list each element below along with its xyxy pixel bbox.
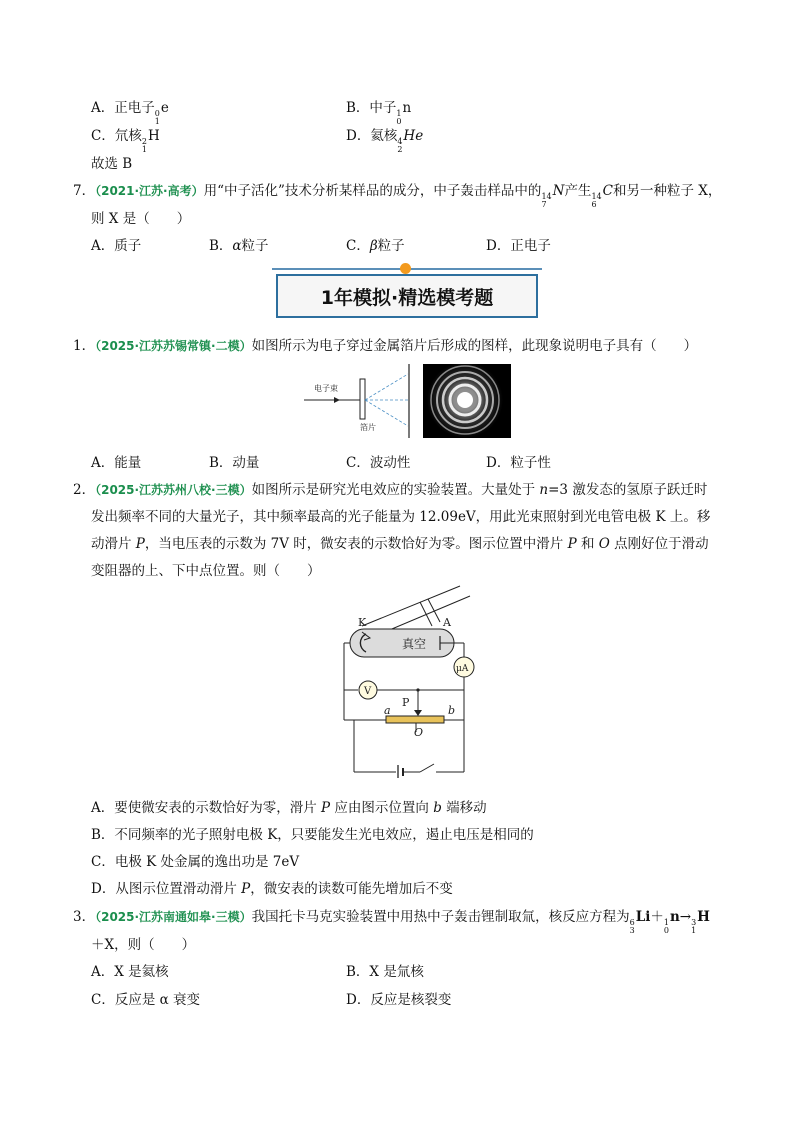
carbon-symbol: C	[602, 183, 613, 199]
isotope-symbol: H	[147, 128, 160, 144]
stem-text: 和另一种粒子 X，	[612, 183, 722, 199]
option-label: A．正电子	[91, 100, 155, 116]
banner-dot	[400, 263, 411, 274]
slider-arrow-icon	[414, 710, 422, 716]
m1-option-d[interactable]: D．粒子性	[486, 455, 551, 471]
carbon-numbers: 14 6	[591, 192, 602, 209]
label-vacuum: 真空	[402, 637, 427, 651]
banner-title: 1年模拟·精选模考题	[276, 274, 538, 318]
option-label: B．中子	[346, 100, 397, 116]
electron-beam-figure	[300, 364, 420, 440]
m2-stem-line3: 动滑片 P，当电压表的示数为 7V 时，微安表的示数恰好为零。图示位置中滑片 P 和 O 点刚好位于滑动	[91, 536, 709, 552]
isotope-symbol: e	[160, 100, 169, 116]
m2-option-c[interactable]: C．电极 K 处金属的逸出功是 7eV	[91, 854, 300, 870]
q7-option-d[interactable]: D．正电子	[486, 238, 551, 254]
m1-option-b[interactable]: B．动量	[209, 455, 260, 471]
isotope-numbers: 2 1	[141, 137, 147, 154]
label-a-end: a	[384, 704, 391, 717]
nitrogen-numbers: 14 7	[541, 192, 552, 209]
m3-stem-line2: ＋X，则（ ）	[91, 937, 196, 953]
isotope-numbers: 0 1	[154, 109, 160, 126]
label-k: K	[358, 616, 367, 629]
stem-text: 如图所示为电子穿过金属箔片后形成的图样，此现象说明电子具有（ ）	[251, 338, 698, 354]
question-source: （2021·江苏·高考）	[95, 184, 204, 198]
stem-text: 产生	[564, 183, 592, 199]
diffraction-ray	[365, 374, 408, 400]
label-p: P	[402, 696, 410, 709]
m2-option-a[interactable]: A．要使微安表的示数恰好为零，滑片 P 应由图示位置向 b 端移动	[91, 800, 487, 816]
q7-option-b[interactable]: B．α粒子	[209, 238, 269, 254]
question-source: （2025·江苏南通如皋·三模）	[95, 910, 252, 924]
nitrogen-symbol: N	[552, 183, 565, 199]
switch	[420, 764, 434, 772]
q7-stem-line2: 则 X 是（ ）	[91, 211, 191, 227]
m3-option-c[interactable]: C．反应是 α 衰变	[91, 992, 201, 1008]
beam-arrow-icon	[334, 397, 340, 403]
m2-stem-line4: 变阻器的上、下中点位置。则（ ）	[91, 563, 321, 579]
label-a: A	[443, 616, 451, 629]
isotope-symbol: He	[403, 128, 424, 144]
isotope-symbol: n	[402, 100, 412, 116]
q6-option-d[interactable]	[346, 124, 423, 154]
rheostat	[386, 716, 444, 723]
m3-option-d[interactable]: D．反应是核裂变	[346, 992, 452, 1008]
foil-rect	[360, 379, 365, 419]
option-label: D．氦核	[346, 128, 398, 144]
question-number: 1．	[73, 338, 96, 354]
label-b-end: b	[448, 704, 456, 717]
m2-option-b[interactable]: B．不同频率的光子照射电极 K，只要能发生光电效应，遏止电压是相同的	[91, 827, 534, 843]
diffraction-pattern-image	[423, 364, 511, 438]
question-number: 3．	[73, 909, 96, 925]
q7-stem-line1	[73, 179, 721, 209]
q6-option-a[interactable]	[91, 96, 169, 126]
m3-stem-line1: 3．（2025·江苏南通如皋·三模）我国托卡马克实验装置中用热中子轰击锂制取氚，核反应方程为 6 3 Li＋ 1 0 n→ 3 1 H	[73, 909, 710, 935]
question-source: （2025·江苏苏州八校·三模）	[95, 483, 252, 497]
question-number: 7．	[73, 183, 96, 199]
m2-stem-line1: 2．（2025·江苏苏州八校·三模）如图所示是研究光电效应的实验装置。大量处于 n=3 激发态的氢原子跃迁时	[73, 482, 708, 498]
q7-option-a[interactable]: A．质子	[91, 238, 142, 254]
label-o: O	[414, 726, 424, 739]
q6-option-c[interactable]	[91, 124, 160, 154]
q6-answer: 故选 B	[91, 156, 133, 172]
m2-stem-line2: 发出频率不同的大量光子，其中频率最高的光子能量为 12.09eV，用此光束照射到光电管电极 K 上。移	[91, 509, 711, 525]
m1-option-c[interactable]: C．波动性	[346, 455, 411, 471]
light-ray	[380, 596, 470, 634]
m3-option-a[interactable]: A．X 是氦核	[91, 964, 169, 980]
m2-option-d[interactable]: D．从图示位置滑动滑片 P，微安表的读数可能先增加后不变	[91, 881, 453, 897]
m1-option-a[interactable]: A．能量	[91, 455, 142, 471]
q6-option-b[interactable]	[346, 96, 411, 126]
stem-text: 用“中子活化”技术分析某样品的成分，中子轰击样品中的	[203, 183, 542, 199]
question-number: 2．	[73, 482, 96, 498]
q7-option-c[interactable]: C．β粒子	[346, 238, 405, 254]
question-source: （2025·江苏苏锡常镇·二模）	[95, 339, 252, 353]
isotope-numbers: 4 2	[397, 137, 403, 154]
isotope-numbers: 1 0	[396, 109, 402, 126]
foil-label: 箔片	[360, 423, 376, 432]
label-v: V	[364, 686, 372, 697]
option-label: C．氘核	[91, 128, 142, 144]
section-banner	[272, 268, 542, 318]
m1-stem	[73, 334, 697, 354]
beam-label: 电子束	[314, 384, 338, 393]
photoelectric-circuit-figure	[340, 582, 490, 778]
m3-option-b[interactable]: B．X 是氚核	[346, 964, 424, 980]
label-ua: μA	[456, 664, 469, 674]
